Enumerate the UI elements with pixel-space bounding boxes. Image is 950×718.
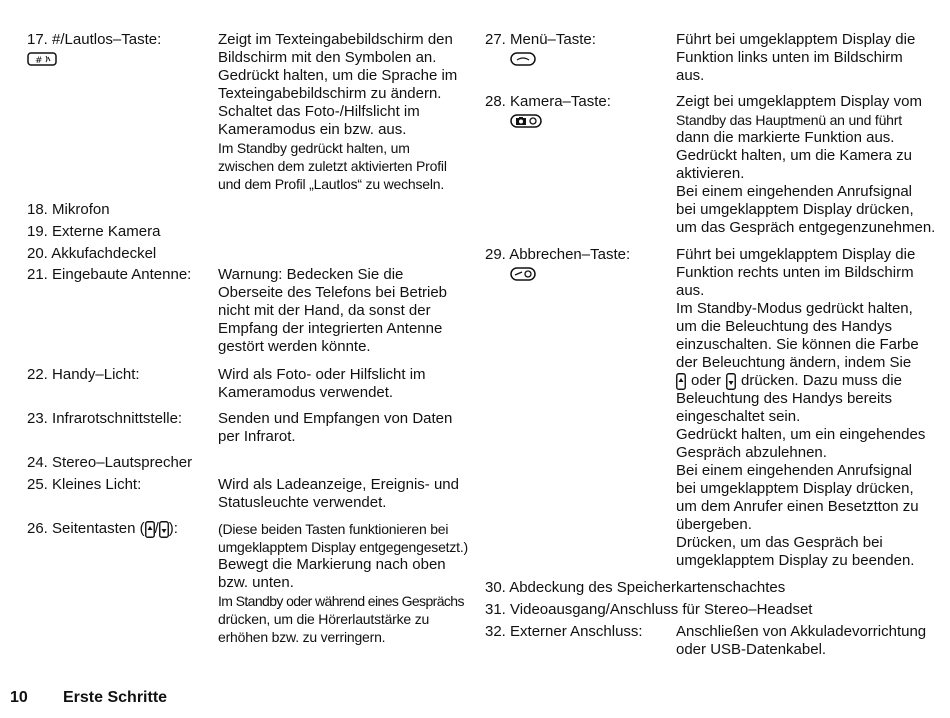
side-key-down-icon bbox=[726, 373, 736, 390]
camera-key-icon bbox=[510, 114, 542, 128]
item-label: Videoausgang/Anschluss für Stereo–Headset bbox=[510, 601, 813, 618]
page-number: 10 bbox=[10, 689, 28, 706]
side-key-up-icon bbox=[145, 521, 155, 538]
item-label: Kamera–Taste: bbox=[510, 93, 611, 110]
item-label: Stereo–Lautsprecher bbox=[52, 454, 193, 471]
item-number: 32. bbox=[485, 623, 506, 640]
item-number: 29. bbox=[485, 246, 506, 263]
item-number: 28. bbox=[485, 93, 506, 110]
manual-page: 17. #/Lautlos–Taste: # Zeigt im Texteingabebildschirm den Bildschirm mit den Symbolen an. Gedrückt halten, um die Sprache im Texteingabebildschirm zu ändern. Schaltet das Foto-/Hilfslicht im Kameramodus ein bzw. aus. Im Standby gedrückt halten, um zwischen dem zuletzt aktivierten Profil und dem Profil „Lautlos“ zu wechseln. 18. Mikrofon 19. Externe Kamera 20. Akkufachdeckel 21. Eingebaute Antenne: Warnung: Bedecken Sie die Oberseite des Telefons bei Betrieb nicht mit der Hand, da sonst der Empfang der integrierten Antenne gestört werden könnte. 22. Handy–Licht: Wird als Foto- oder Hilfslicht im Kameramodus verwendet. 23. Infrarotschnittstelle: Senden und Empfangen von Daten per Infrarot. 24. Stereo–Lautsprecher 25. Kleines Licht: Wird als Ladeanzeige, Ereignis- und Statusleuchte verwendet. 26. Seitentasten ( / ): (Diese beiden Tasten funktionieren bei umgeklapptem Display entgegengesetzt.) Bewegt die Markierung nach oben bzw. unten. Im Standby oder während eines Gesprächs drücken, um die Hörerlautstärke zu erhöhen bzw. zu verringern. 27. Menü–Taste: Führt bei umgeklapptem Display die Funktion links unten im Bildschirm aus. 28. Kamera–Taste: Zeigt bei umgeklapptem Display vom Standby das Hauptmenü an und führt dann die markierte Funktion aus. Gedrückt halten, um die Kamera zu aktivieren. Bei einem eingehenden Anrufsignal bei umgeklapptem Display drücken, um das Gespräch entgegenzunehmen. 29. Abbrechen–Taste: Führt bei umgeklapptem Display die Funktion rechts unten im Bildschirm aus. Im Standby-Modus gedrückt halten, um die Beleuchtung des Handys einzuschalten. Sie können die Farbe der Beleuchtung ändern, indem Sie oder drücken. Dazu muss die Beleuchtung des Handys bereits eingeschaltet sein. Gedrückt halten, um ein eingehendes Gespräch abzulehnen. Bei einem eingehenden Anrufsignal bei umgeklapptem Display drücken, um dem Anrufer einen Besetztton zu übergeben. Drücken, um das Gespräch bei umgeklapptem Display zu beenden. 30. Abdeckung des Speicherkartenschachtes 31. Videoausgang/Anschluss für Stereo–Headset 32. Externer Anschluss: Anschließen von Akkuladevorrichtung oder USB-Datenkabel. 10 Erste Schritte bbox=[10, 31, 936, 706]
item-label: Mikrofon bbox=[52, 201, 110, 218]
item-number: 24. bbox=[27, 454, 48, 471]
hash-silent-key-icon bbox=[27, 52, 57, 66]
item-number: 22. bbox=[27, 366, 48, 383]
item-description: Anschließen von Akkuladevorrichtung oder USB-Datenkabel. bbox=[676, 623, 927, 658]
item-label: Abbrechen–Taste: bbox=[509, 246, 631, 263]
item-label: #/Lautlos–Taste: bbox=[52, 31, 162, 48]
item-label: Kleines Licht: bbox=[52, 476, 142, 493]
item-number: 27. bbox=[485, 31, 506, 48]
item-number: 20. bbox=[27, 245, 48, 262]
item-description: Führt bei umgeklapptem Display die Funktion links unten im Bildschirm aus. bbox=[676, 31, 916, 84]
item-number: 30. bbox=[485, 579, 506, 596]
item-description: (Diese beiden Tasten funktionieren bei umgeklapptem Display entgegengesetzt.) Bewegt die Markierung nach oben bzw. unten. Im Standby oder während eines Gesprächs drücken, um die Hörerlautstärke zu erhöhen bzw. zu verringern. bbox=[218, 521, 468, 645]
item-label: Seitentasten ( bbox=[52, 520, 145, 537]
item-label: Infrarotschnittstelle: bbox=[52, 410, 183, 427]
cancel-key-icon bbox=[510, 267, 536, 281]
item-label: Eingebaute Antenne: bbox=[52, 266, 192, 283]
item-label: Externe Kamera bbox=[52, 223, 161, 240]
item-description: Warnung: Bedecken Sie die Oberseite des Telefons bei Betrieb nicht mit der Hand, da sonst der Empfang der integrierten Antenne gestört werden könnte. bbox=[218, 266, 448, 355]
item-label: Akkufachdeckel bbox=[51, 245, 157, 262]
side-key-up-icon bbox=[676, 373, 686, 390]
item-label: Externer Anschluss: bbox=[510, 623, 643, 640]
item-number: 25. bbox=[27, 476, 48, 493]
item-label: Handy–Licht: bbox=[52, 366, 140, 383]
item-number: 31. bbox=[485, 601, 506, 618]
side-key-down-icon bbox=[159, 521, 169, 538]
item-number: 19. bbox=[27, 223, 48, 240]
item-number: 23. bbox=[27, 410, 48, 427]
item-description: Führt bei umgeklapptem Display die Funktion rechts unten im Bildschirm aus. Im Standby-Modus gedrückt halten, um die Beleuchtung des Handys einzuschalten. Sie können die Farbe der Beleuchtung ändern, indem Sie oder drücken. Dazu muss die Beleuchtung des Handys bereits eingeschaltet sein. Gedrückt halten, um ein eingehendes Gespräch abzulehnen. Bei einem eingehenden Anrufsignal bei umgeklapptem Display drücken, um dem Anrufer einen Besetztton zu übergeben. Drücken, um das Gespräch bei umgeklapptem Display zu beenden. bbox=[676, 246, 926, 569]
item-description: Wird als Foto- oder Hilfslicht im Kameramodus verwendet. bbox=[218, 366, 426, 401]
item-description: Wird als Ladeanzeige, Ereignis- und Statusleuchte verwendet. bbox=[218, 476, 459, 511]
item-description: Zeigt im Texteingabebildschirm den Bildschirm mit den Symbolen an. Gedrückt halten, um die Sprache im Texteingabebildschirm zu ändern. Schaltet das Foto-/Hilfslicht im Kameramodus ein bzw. aus. Im Standby gedrückt halten, um zwischen dem zuletzt aktivierten Profil und dem Profil „Lautlos“ zu wechseln. bbox=[218, 31, 458, 192]
item-label: Abdeckung des Speicherkartenschachtes bbox=[509, 579, 786, 596]
svg-text:#: # bbox=[35, 56, 43, 66]
section-title: Erste Schritte bbox=[63, 689, 168, 706]
menu-key-icon bbox=[510, 52, 536, 66]
item-number: 18. bbox=[27, 201, 48, 218]
item-description: Zeigt bei umgeklapptem Display vom Standby das Hauptmenü an und führt dann die markierte Funktion aus. Gedrückt halten, um die Kamera zu aktivieren. Bei einem eingehenden Anrufsignal bei umgeklapptem Display drücken, um das Gespräch entgegenzunehmen. bbox=[676, 93, 936, 236]
item-label: Menü–Taste: bbox=[510, 31, 596, 48]
item-number: 21. bbox=[27, 266, 48, 283]
item-number: 17. bbox=[27, 31, 48, 48]
item-description: Senden und Empfangen von Daten per Infrarot. bbox=[218, 410, 453, 445]
item-number: 26. bbox=[27, 520, 48, 537]
